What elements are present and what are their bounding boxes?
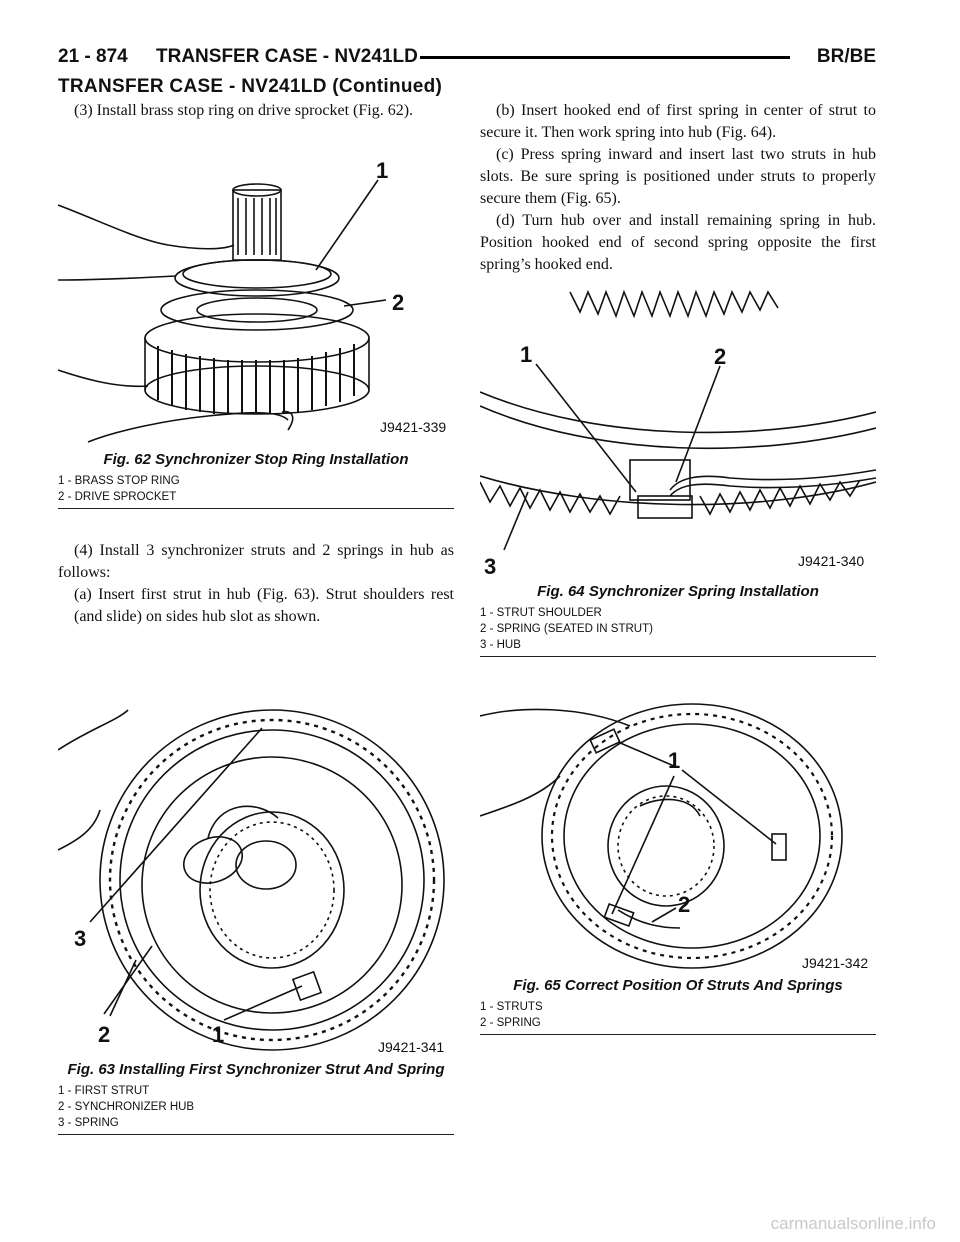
fig64-legend-item: 2 - SPRING (SEATED IN STRUT)	[480, 623, 653, 635]
fig64-legend-item: 3 - HUB	[480, 639, 521, 651]
fig65-legend-item: 2 - SPRING	[480, 1017, 541, 1029]
step-4a: (a) Insert first strut in hub (Fig. 63). Strut shoulders rest (and slide) on sides hub slot as shown.	[74, 586, 454, 625]
step-4: (4) Install 3 synchronizer struts and 2 springs in hub as follows:	[58, 542, 454, 581]
fig65-illustration	[480, 696, 876, 976]
fig63-illustration	[58, 690, 454, 1060]
fig63-legend-item: 2 - SYNCHRONIZER HUB	[58, 1101, 195, 1113]
left-text-top	[58, 100, 454, 122]
fig62-callout-2: 2	[392, 290, 405, 315]
left-text-mid	[58, 540, 454, 628]
fig63-legend-item: 3 - SPRING	[58, 1117, 119, 1129]
fig63-callout-3: 3	[74, 926, 87, 951]
fig63-legend	[58, 1083, 454, 1131]
fig62-callout-1: 1	[376, 158, 389, 183]
section-title: TRANSFER CASE - NV241LD	[156, 46, 418, 67]
step-3: (3) Install brass stop ring on drive sprocket (Fig. 62).	[74, 102, 414, 119]
fig62-legend-item: 1 - BRASS STOP RING	[58, 475, 180, 487]
figure-65	[480, 696, 876, 1035]
step-4c: (c) Press spring inward and insert last two struts in hub slots. Be sure spring is positioned under struts to properly secure them (Fig. 65).	[480, 146, 876, 207]
fig64-callout-1: 1	[520, 342, 533, 367]
page-header	[58, 44, 876, 70]
fig65-callout-2: 2	[678, 892, 691, 917]
fig62-legend-item: 2 - DRIVE SPROCKET	[58, 491, 177, 503]
continued-title: TRANSFER CASE - NV241LD (Continued)	[58, 76, 443, 97]
fig63-callout-2: 2	[98, 1022, 111, 1047]
fig64-legend-item: 1 - STRUT SHOULDER	[480, 607, 602, 619]
figure-62	[58, 150, 454, 509]
fig62-illustration	[58, 150, 454, 450]
fig64-id: J9421-340	[798, 553, 865, 569]
fig65-rule	[480, 1034, 876, 1035]
fig65-id: J9421-342	[802, 955, 869, 971]
fig62-id: J9421-339	[380, 419, 447, 435]
fig64-illustration	[480, 282, 876, 582]
header-rule	[420, 56, 790, 59]
fig63-id: J9421-341	[378, 1039, 445, 1055]
fig62-legend	[58, 473, 454, 505]
fig62-caption: Fig. 62 Synchronizer Stop Ring Installation	[103, 451, 409, 468]
fig65-legend	[480, 999, 876, 1031]
step-4b: (b) Insert hooked end of first spring in center of strut to secure it. Then work spring into hub (Fig. 64).	[480, 102, 876, 141]
fig65-caption: Fig. 65 Correct Position Of Struts And Springs	[513, 977, 843, 994]
figure-63	[58, 690, 454, 1135]
step-4d: (d) Turn hub over and install remaining spring in hub. Position hooked end of second spring opposite the first spring’s hooked end.	[480, 212, 876, 273]
fig64-callout-3: 3	[484, 554, 497, 579]
fig64-caption: Fig. 64 Synchronizer Spring Installation	[537, 583, 819, 600]
right-text-top	[480, 100, 876, 276]
fig62-rule	[58, 508, 454, 509]
fig63-rule	[58, 1134, 454, 1135]
fig63-legend-item: 1 - FIRST STRUT	[58, 1085, 150, 1097]
fig63-callout-1: 1	[212, 1022, 225, 1047]
figure-64	[480, 282, 876, 657]
fig65-legend-item: 1 - STRUTS	[480, 1001, 543, 1013]
fig63-caption: Fig. 63 Installing First Synchronizer Strut And Spring	[67, 1061, 445, 1078]
fig64-callout-2: 2	[714, 344, 727, 369]
page-number: 21 - 874	[58, 46, 128, 67]
fig65-callout-1: 1	[668, 748, 681, 773]
fig64-legend	[480, 605, 876, 653]
model-code: BR/BE	[816, 46, 876, 67]
fig64-rule	[480, 656, 876, 657]
watermark: carmanualsonline.info	[770, 1214, 936, 1233]
